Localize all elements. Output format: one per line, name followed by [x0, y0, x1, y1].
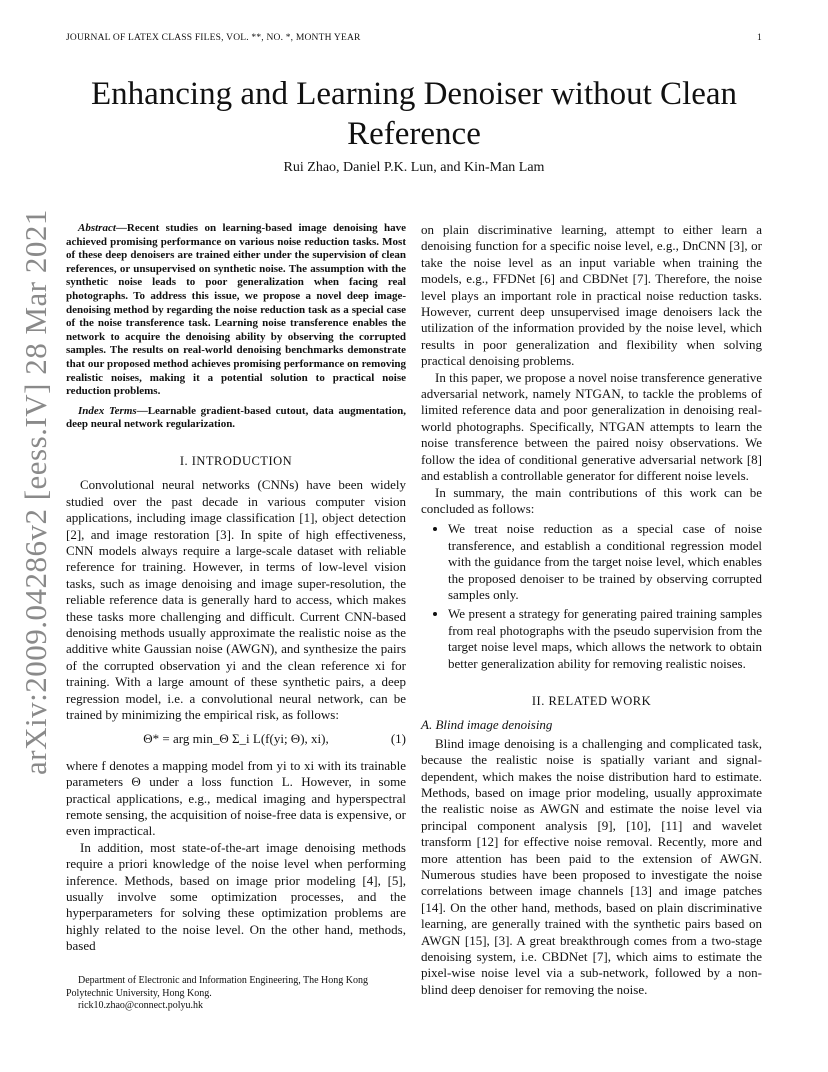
- intro-paragraph-1: Convolutional neural networks (CNNs) have been widely studied over the past decade in various computer vision applications, including image classification [1], object detection [2], and image restoration [3]. In spite of high effectiveness, CNN models always require a large-scale dataset with reliable reference for training. However, in terms of low-level vision tasks, such as image denoising and image super-resolution, the reliable reference data is generally hard to access, which makes these tasks more challenging and difficult. Current CNN-based denoising methods usually approximate the realistic noise as the additive white Gaussian noise (AWGN), and synthesize the pairs of the corrupted observation yi and the clean reference xi for training. With a large amount of these synthetic pairs, a deep regression model, i.e. a convolutional neural network, can be trained by minimizing the empirical risk, as follows:: [66, 477, 406, 722]
- subsection-heading-blind-denoising: A. Blind image denoising: [421, 717, 553, 733]
- page-number: 1: [757, 33, 762, 43]
- journal-name: JOURNAL OF LATEX CLASS FILES, VOL. **, NO. *, MONTH YEAR: [66, 33, 361, 43]
- equation-body: Θ* = arg min_Θ Σ_i L(f(yi; Θ), xi),: [143, 731, 329, 747]
- equation-number: (1): [390, 731, 406, 747]
- right-column: [421, 222, 762, 998]
- intro-paragraph-3: In addition, most state-of-the-art image denoising methods require a priori knowledge of the noise level when performing inference. Methods, based on image prior modeling [4], [5], usually involve some optimization processes, and the hyperparameters for solving these optimization problems are highly related to the noise level. On the other hand, methods, based: [66, 839, 406, 954]
- footnote: [66, 975, 406, 1013]
- contribution-item-1: • We treat noise reduction as a special case of noise transference, and establish a conditional regression model with the guidance from the target noise level, which enables the proposed denoiser to be trained by observing corrupted samples only.: [448, 521, 762, 603]
- paper-title: Enhancing and Learning Denoiser without Clean Reference: [90, 76, 738, 152]
- equation-1: [66, 731, 406, 747]
- left-column: [66, 222, 406, 955]
- footnote-email: rick10.zhao@connect.polyu.hk: [78, 1000, 204, 1011]
- section-heading-related-work: II. RELATED WORK: [531, 693, 652, 708]
- footnote-affiliation: Department of Electronic and Information Engineering, The Hong Kong Polytechnic University, Hong Kong.: [66, 975, 369, 999]
- related-paragraph-1: Blind image denoising is a challenging and complicated task, because the realistic noise is spatially variant and signal-dependent, which makes the noise distribution hard to estimate. Methods, based on image prior modeling, usually approximate the realistic noise as AWGN and estimate the noise level via principal component analysis [9], [10], [11] and wavelet transform [12] for effective noise removal. Recently, more and more attention has been paid to the extension of AWGN. Numerous studies have been proposed to investigate the noise correlations between image channels [13] and image patches [14]. On the other hand, methods, based on plain discriminative learning, are generally trained with the synthetic pairs based on AWGN [15], [3]. A great breakthrough comes from a two-stage denoising system, i.e. CBDNet [7], which aims to estimate the pixel-wise noise level via a sub-network, followed by a non-blind deep denoiser for removing the noise.: [421, 735, 762, 997]
- right-paragraph-2: In this paper, we propose a novel noise transference generative adversarial network, namely NTGAN, to tackle the problems of limited reference data and poor generalization in denoising real-world photographs. Specifically, NTGAN attempts to learn the noise transference between the paired noisy observations. We follow the idea of conditional generative adversarial network [8] and establish a controllable generator for different noise levels.: [421, 369, 762, 484]
- abstract-text: —Recent studies on learning-based image denoising have achieved promising performance on various noise reduction tasks. Most of these deep denoisers are trained either under the supervision of clean references, or unsupervised on synthetic noise. The assumption with the synthetic noise leads to poor generalization when facing real photographs. To address this issue, we propose a novel deep image-denoising method by regarding the noise reduction task as a special case of the noise transference task. Learning noise transference enables the network to acquire the denoising ability by observing the corrupted samples. The results on real-world denoising benchmarks demonstrate that our proposed method achieves promising performance on removing realistic noises, making it a potential solution to practical noise reduction problems.: [66, 222, 406, 398]
- index-terms-label: Index Terms: [78, 404, 137, 417]
- section-heading-introduction: I. INTRODUCTION: [179, 453, 293, 468]
- abstract: [66, 222, 406, 399]
- author-list: Rui Zhao, Daniel P.K. Lun, and Kin-Man Lam: [283, 160, 545, 175]
- running-header: [66, 33, 762, 43]
- contribution-list: [421, 521, 762, 672]
- index-terms-text: —Learnable gradient-based cutout, data augmentation, deep neural network regularization.: [66, 404, 406, 431]
- index-terms: [66, 405, 406, 432]
- right-paragraph-1: on plain discriminative learning, attempt to either learn a denoising function for a specific noise level, e.g., DnCNN [3], or take the noise level as an input variable when training the models, e.g., FFDNet [6] and CBDNet [7]. Therefore, the noise level plays an important role in practical noise reduction tasks. However, current deep unsupervised image denoisers lack the utilization of the information provided by the noise level, which results in poor generalization and flexibility when solving practical denoising problems.: [421, 222, 762, 369]
- intro-paragraph-2: where f denotes a mapping model from yi to xi with its trainable parameters Θ under a loss function L. However, in some practical applications, e.g., medical imaging and hyperspectral remote sensing, the acquisition of noise-free data is expensive, or even impractical.: [66, 757, 406, 839]
- arxiv-stamp: arXiv:2009.04286v2 [eess.IV] 28 Mar 2021: [18, 209, 53, 775]
- contribution-item-2: • We present a strategy for generating paired training samples from real photographs with the pseudo supervision from the target noise level maps, which allows the network to obtain better generalization ability for removing realistic noises.: [448, 606, 762, 672]
- right-paragraph-3: In summary, the main contributions of this work can be concluded as follows:: [421, 484, 762, 516]
- abstract-label: Abstract: [78, 222, 116, 234]
